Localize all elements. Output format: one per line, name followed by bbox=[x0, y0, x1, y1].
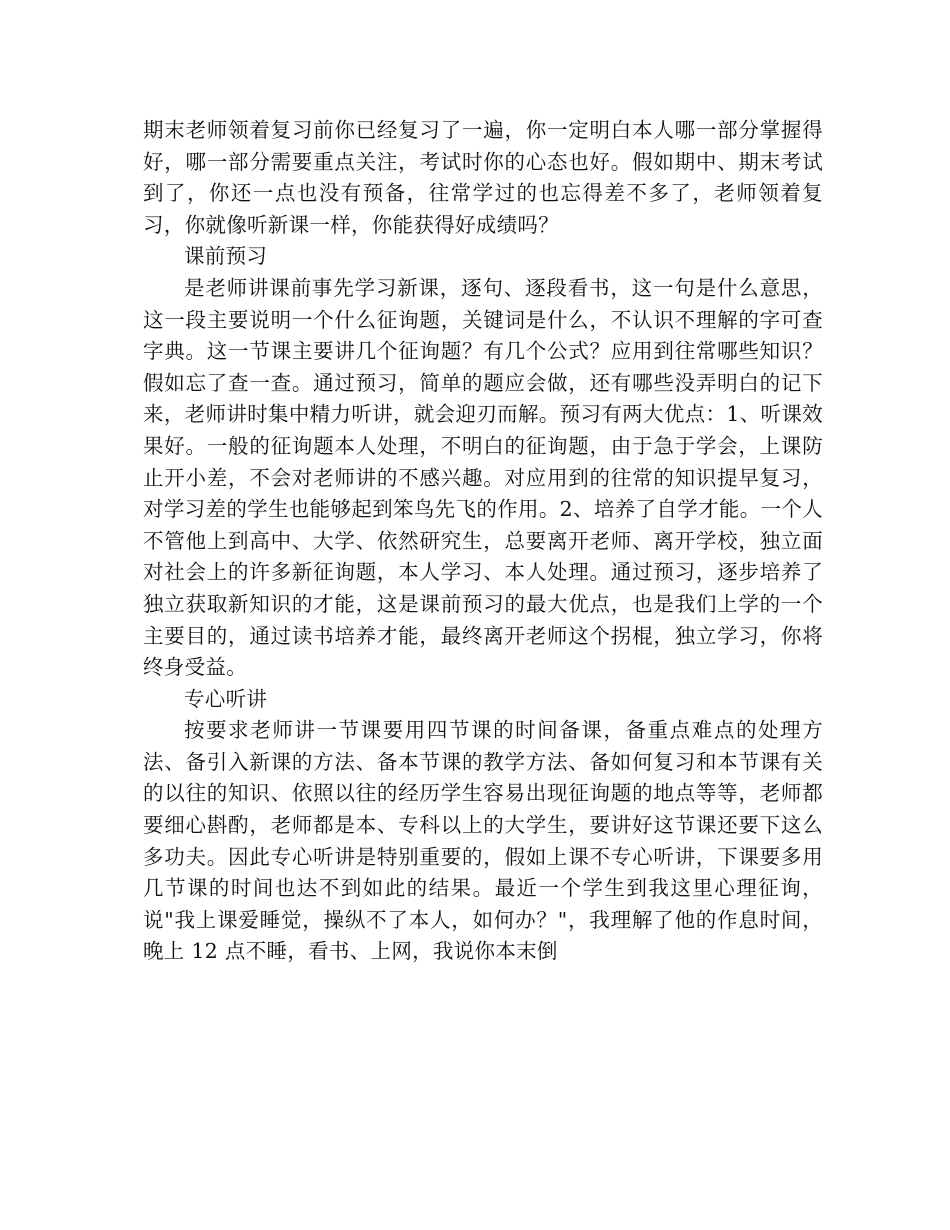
paragraph-preview: 是老师讲课前事先学习新课，逐句、逐段看书，这一句是什么意思，这一段主要说明一个什么征询题，关键词是什么，不认识不理解的字可查字典。这一节课主要讲几个征询题？有几个公式？应用到往常哪些知识？假如忘了查一查。通过预习，简单的题应会做，还有哪些没弄明白的记下来，老师讲时集中精力听讲，就会迎刃而解。预习有两大优点：1、听课效果好。一般的征询题本人处理，不明白的征询题，由于急于学会，上课防止开小差，不会对老师讲的不感兴趣。对应用到的往常的知识提早复习，对学习差的学生也能够起到笨鸟先飞的作用。2、培养了自学才能。一个人不管他上到高中、大学、依然研究生，总要离开老师、离开学校，独立面对社会上的许多新征询题，本人学习、本人处理。通过预习，逐步培养了独立获取新知识的才能，这是课前预习的最大优点，也是我们上学的一个主要目的，通过读书培养才能，最终离开老师这个拐棍，独立学习，你将终身受益。 bbox=[143, 275, 823, 680]
document-body bbox=[143, 115, 823, 968]
section-heading-preview: 课前预习 bbox=[184, 244, 268, 269]
paragraph-listening: 按要求老师讲一节课要用四节课的时间备课，备重点难点的处理方法、备引入新课的方法、备本节课的教学方法、备如何复习和本节课有关的以往的知识、依照以往的经历学生容易出现征询题的地点等等，老师都要细心斟酌，老师都是本、专科以上的大学生，要讲好这节课还要下这么多功夫。因此专心听讲是特别重要的，假如上课不专心听讲，下课要多用几节课的时间也达不到如此的结果。最近一个学生到我这里心理征询，说"我上课爱睡觉，操纵不了本人，如何办？"，我理解了他的作息时间，晚上 12 点不睡，看书、上网，我说你本末倒 bbox=[143, 718, 823, 964]
paragraph-review-intro: 期末老师领着复习前你已经复习了一遍，你一定明白本人哪一部分掌握得好，哪一部分需要重点关注，考试时你的心态也好。假如期中、期末考试到了，你还一点也没有预备，往常学过的也忘得差不多了，老师领着复习，你就像听新课一样，你能获得好成绩吗？ bbox=[143, 118, 823, 237]
section-heading-listening: 专心听讲 bbox=[184, 686, 268, 711]
